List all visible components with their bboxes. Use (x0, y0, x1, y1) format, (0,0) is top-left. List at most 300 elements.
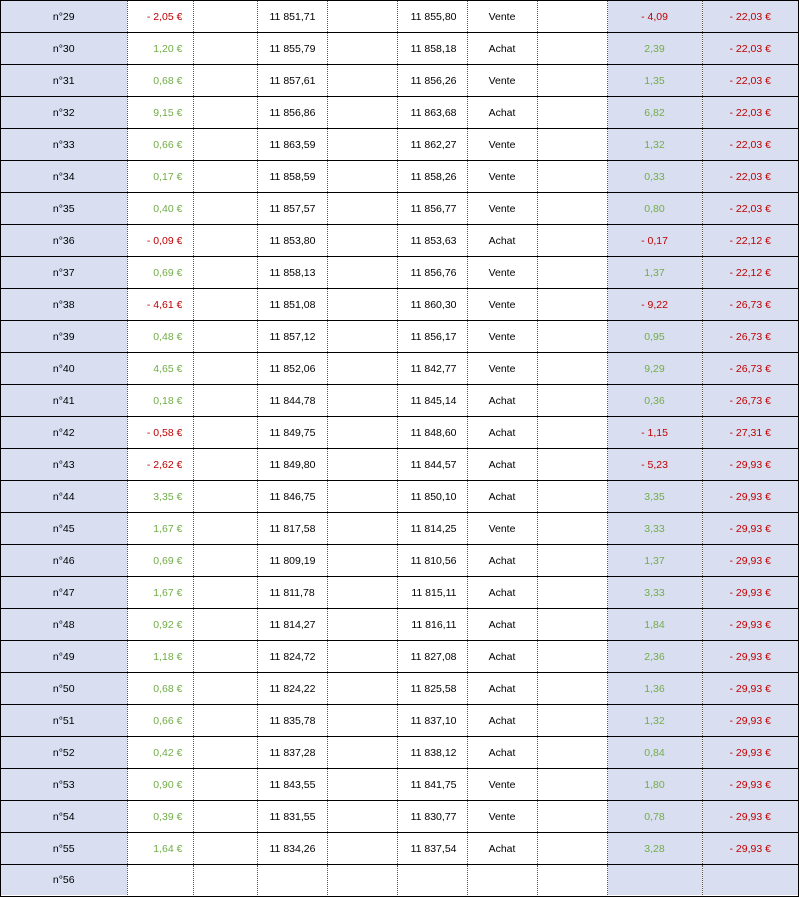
trade-number-cell[interactable]: n°29 (1, 1, 127, 33)
table-row (1, 833, 798, 865)
table-row (1, 673, 798, 705)
entry-price-cell[interactable]: 11 852,06 (257, 353, 327, 385)
cumulative-eur-cell[interactable]: - 22,03 € (702, 1, 798, 33)
exit-price-cell[interactable]: 11 837,10 (397, 705, 467, 737)
points-cell[interactable]: 1,32 (607, 129, 702, 161)
trade-type-cell[interactable]: Vente (467, 801, 537, 833)
entry-price-cell[interactable]: 11 834,26 (257, 833, 327, 865)
empty-cell[interactable] (537, 449, 607, 481)
gain-eur-cell[interactable]: 0,18 € (127, 385, 193, 417)
empty-cell[interactable] (537, 577, 607, 609)
gain-eur-cell[interactable]: 0,68 € (127, 673, 193, 705)
points-cell[interactable]: 1,32 (607, 705, 702, 737)
entry-price-cell[interactable]: 11 844,78 (257, 385, 327, 417)
points-cell[interactable]: 3,35 (607, 481, 702, 513)
empty-cell[interactable] (327, 705, 397, 737)
trade-number-cell[interactable]: n°52 (1, 737, 127, 769)
points-cell[interactable]: 0,84 (607, 737, 702, 769)
empty-cell[interactable] (537, 385, 607, 417)
points-cell[interactable]: 3,28 (607, 833, 702, 865)
empty-cell[interactable] (327, 673, 397, 705)
gain-eur-cell[interactable] (127, 865, 193, 896)
cumulative-eur-cell[interactable]: - 29,93 € (702, 513, 798, 545)
gain-eur-cell[interactable]: 1,67 € (127, 577, 193, 609)
gain-eur-cell[interactable]: 1,67 € (127, 513, 193, 545)
exit-price-cell[interactable]: 11 860,30 (397, 289, 467, 321)
empty-cell[interactable] (327, 193, 397, 225)
cumulative-eur-cell[interactable]: - 27,31 € (702, 417, 798, 449)
empty-cell[interactable] (327, 289, 397, 321)
cumulative-eur-cell[interactable]: - 29,93 € (702, 449, 798, 481)
empty-cell[interactable] (327, 33, 397, 65)
trade-number-cell[interactable]: n°41 (1, 385, 127, 417)
table-row (1, 321, 798, 353)
exit-price-cell[interactable]: 11 850,10 (397, 481, 467, 513)
empty-cell[interactable] (193, 65, 257, 97)
trade-type-cell[interactable]: Achat (467, 673, 537, 705)
exit-price-cell[interactable]: 11 841,75 (397, 769, 467, 801)
exit-price-cell[interactable]: 11 827,08 (397, 641, 467, 673)
trade-number-cell[interactable]: n°42 (1, 417, 127, 449)
empty-cell[interactable] (537, 865, 607, 896)
empty-cell[interactable] (193, 97, 257, 129)
empty-cell[interactable] (537, 33, 607, 65)
exit-price-cell[interactable]: 11 845,14 (397, 385, 467, 417)
empty-cell[interactable] (193, 769, 257, 801)
table-row (1, 577, 798, 609)
exit-price-cell[interactable]: 11 810,56 (397, 545, 467, 577)
trade-type-cell[interactable]: Vente (467, 65, 537, 97)
points-cell[interactable]: 0,80 (607, 193, 702, 225)
trade-type-cell[interactable]: Achat (467, 385, 537, 417)
trade-number-cell[interactable]: n°53 (1, 769, 127, 801)
empty-cell[interactable] (193, 801, 257, 833)
trade-number-cell[interactable]: n°51 (1, 705, 127, 737)
points-cell[interactable]: 1,36 (607, 673, 702, 705)
entry-price-cell[interactable]: 11 851,08 (257, 289, 327, 321)
empty-cell[interactable] (327, 481, 397, 513)
trade-number-cell[interactable]: n°47 (1, 577, 127, 609)
empty-cell[interactable] (327, 545, 397, 577)
trade-type-cell[interactable]: Vente (467, 257, 537, 289)
empty-cell[interactable] (327, 769, 397, 801)
entry-price-cell[interactable]: 11 849,80 (257, 449, 327, 481)
trade-type-cell[interactable]: Vente (467, 129, 537, 161)
entry-price-cell[interactable]: 11 849,75 (257, 417, 327, 449)
empty-cell[interactable] (537, 801, 607, 833)
points-cell[interactable]: 0,78 (607, 801, 702, 833)
cumulative-eur-cell[interactable]: - 22,03 € (702, 129, 798, 161)
empty-cell[interactable] (193, 737, 257, 769)
points-cell[interactable]: 1,80 (607, 769, 702, 801)
points-cell[interactable]: - 9,22 (607, 289, 702, 321)
empty-cell[interactable] (327, 65, 397, 97)
entry-price-cell[interactable]: 11 858,59 (257, 161, 327, 193)
empty-cell[interactable] (327, 801, 397, 833)
cumulative-eur-cell[interactable]: - 22,03 € (702, 161, 798, 193)
gain-eur-cell[interactable]: - 2,62 € (127, 449, 193, 481)
exit-price-cell[interactable]: 11 844,57 (397, 449, 467, 481)
trade-number-cell[interactable]: n°30 (1, 33, 127, 65)
trade-type-cell[interactable]: Vente (467, 321, 537, 353)
entry-price-cell[interactable]: 11 809,19 (257, 545, 327, 577)
empty-cell[interactable] (327, 513, 397, 545)
empty-cell[interactable] (193, 481, 257, 513)
gain-eur-cell[interactable]: 1,20 € (127, 33, 193, 65)
exit-price-cell[interactable]: 11 816,11 (397, 609, 467, 641)
trade-number-cell[interactable]: n°50 (1, 673, 127, 705)
trade-type-cell[interactable]: Achat (467, 737, 537, 769)
table-row (1, 193, 798, 225)
empty-cell[interactable] (327, 257, 397, 289)
trade-type-cell[interactable]: Achat (467, 705, 537, 737)
empty-cell[interactable] (327, 449, 397, 481)
trade-type-cell[interactable]: Achat (467, 97, 537, 129)
empty-cell[interactable] (537, 321, 607, 353)
entry-price-cell[interactable]: 11 851,71 (257, 1, 327, 33)
entry-price-cell[interactable]: 11 857,57 (257, 193, 327, 225)
exit-price-cell[interactable]: 11 856,17 (397, 321, 467, 353)
entry-price-cell[interactable]: 11 837,28 (257, 737, 327, 769)
empty-cell[interactable] (537, 289, 607, 321)
empty-cell[interactable] (327, 225, 397, 257)
table-row (1, 769, 798, 801)
empty-cell[interactable] (537, 513, 607, 545)
empty-cell[interactable] (537, 161, 607, 193)
table-row (1, 1, 798, 33)
points-cell[interactable]: - 0,17 (607, 225, 702, 257)
points-cell[interactable]: - 1,15 (607, 417, 702, 449)
empty-cell[interactable] (193, 385, 257, 417)
empty-cell[interactable] (537, 97, 607, 129)
cumulative-eur-cell[interactable]: - 26,73 € (702, 289, 798, 321)
gain-eur-cell[interactable]: 0,69 € (127, 545, 193, 577)
exit-price-cell[interactable]: 11 838,12 (397, 737, 467, 769)
gain-eur-cell[interactable]: - 2,05 € (127, 1, 193, 33)
gain-eur-cell[interactable]: 0,17 € (127, 161, 193, 193)
table-row (1, 353, 798, 385)
trade-type-cell[interactable]: Achat (467, 449, 537, 481)
trade-number-cell[interactable]: n°45 (1, 513, 127, 545)
exit-price-cell[interactable]: 11 837,54 (397, 833, 467, 865)
empty-cell[interactable] (327, 1, 397, 33)
empty-cell[interactable] (193, 545, 257, 577)
empty-cell[interactable] (193, 641, 257, 673)
trade-number-cell[interactable]: n°40 (1, 353, 127, 385)
gain-eur-cell[interactable]: 0,90 € (127, 769, 193, 801)
exit-price-cell[interactable]: 11 858,18 (397, 33, 467, 65)
empty-cell[interactable] (327, 161, 397, 193)
trade-number-cell[interactable]: n°49 (1, 641, 127, 673)
gain-eur-cell[interactable]: - 4,61 € (127, 289, 193, 321)
table-row (1, 225, 798, 257)
empty-cell[interactable] (193, 577, 257, 609)
points-cell[interactable]: 1,37 (607, 545, 702, 577)
gain-eur-cell[interactable]: 0,42 € (127, 737, 193, 769)
trade-number-cell[interactable]: n°31 (1, 65, 127, 97)
empty-cell[interactable] (193, 673, 257, 705)
exit-price-cell[interactable]: 11 830,77 (397, 801, 467, 833)
table-row (1, 33, 798, 65)
gain-eur-cell[interactable]: 0,40 € (127, 193, 193, 225)
empty-cell[interactable] (327, 577, 397, 609)
entry-price-cell[interactable]: 11 857,12 (257, 321, 327, 353)
empty-cell[interactable] (327, 321, 397, 353)
cumulative-eur-cell[interactable]: - 29,93 € (702, 641, 798, 673)
exit-price-cell[interactable]: 11 858,26 (397, 161, 467, 193)
trade-type-cell[interactable]: Achat (467, 833, 537, 865)
gain-eur-cell[interactable]: 0,69 € (127, 257, 193, 289)
trade-number-cell[interactable]: n°44 (1, 481, 127, 513)
gain-eur-cell[interactable]: 1,64 € (127, 833, 193, 865)
table-row (1, 161, 798, 193)
points-cell[interactable]: 2,39 (607, 33, 702, 65)
points-cell[interactable]: 9,29 (607, 353, 702, 385)
gain-eur-cell[interactable]: 9,15 € (127, 97, 193, 129)
cumulative-eur-cell[interactable]: - 22,03 € (702, 193, 798, 225)
points-cell[interactable] (607, 865, 702, 896)
table-row (1, 609, 798, 641)
table-row (1, 513, 798, 545)
trade-number-cell[interactable]: n°39 (1, 321, 127, 353)
empty-cell[interactable] (327, 641, 397, 673)
trade-number-cell[interactable]: n°34 (1, 161, 127, 193)
trade-number-cell[interactable]: n°46 (1, 545, 127, 577)
empty-cell[interactable] (193, 513, 257, 545)
cumulative-eur-cell[interactable]: - 29,93 € (702, 545, 798, 577)
trade-type-cell[interactable] (467, 865, 537, 896)
exit-price-cell[interactable]: 11 825,58 (397, 673, 467, 705)
empty-cell[interactable] (193, 33, 257, 65)
empty-cell[interactable] (327, 385, 397, 417)
points-cell[interactable]: 3,33 (607, 513, 702, 545)
points-cell[interactable]: - 4,09 (607, 1, 702, 33)
empty-cell[interactable] (193, 225, 257, 257)
trade-type-cell[interactable]: Achat (467, 33, 537, 65)
points-cell[interactable]: 2,36 (607, 641, 702, 673)
cumulative-eur-cell[interactable]: - 26,73 € (702, 385, 798, 417)
trade-type-cell[interactable]: Achat (467, 609, 537, 641)
cumulative-eur-cell[interactable]: - 29,93 € (702, 481, 798, 513)
empty-cell[interactable] (193, 353, 257, 385)
entry-price-cell[interactable]: 11 863,59 (257, 129, 327, 161)
trade-number-cell[interactable]: n°35 (1, 193, 127, 225)
cumulative-eur-cell[interactable]: - 29,93 € (702, 673, 798, 705)
points-cell[interactable]: 3,33 (607, 577, 702, 609)
empty-cell[interactable] (537, 353, 607, 385)
trade-number-cell[interactable]: n°38 (1, 289, 127, 321)
points-cell[interactable]: 1,35 (607, 65, 702, 97)
empty-cell[interactable] (537, 769, 607, 801)
table-row (1, 705, 798, 737)
trade-type-cell[interactable]: Achat (467, 481, 537, 513)
trade-number-cell[interactable]: n°33 (1, 129, 127, 161)
empty-cell[interactable] (193, 321, 257, 353)
empty-cell[interactable] (537, 673, 607, 705)
points-cell[interactable]: 0,95 (607, 321, 702, 353)
empty-cell[interactable] (193, 833, 257, 865)
trade-number-cell[interactable]: n°56 (1, 865, 127, 896)
entry-price-cell[interactable]: 11 824,22 (257, 673, 327, 705)
trade-number-cell[interactable]: n°37 (1, 257, 127, 289)
empty-cell[interactable] (537, 545, 607, 577)
empty-cell[interactable] (327, 833, 397, 865)
table-row (1, 385, 798, 417)
gain-eur-cell[interactable]: 0,68 € (127, 65, 193, 97)
trade-type-cell[interactable]: Vente (467, 1, 537, 33)
points-cell[interactable]: - 5,23 (607, 449, 702, 481)
empty-cell[interactable] (193, 289, 257, 321)
empty-cell[interactable] (537, 193, 607, 225)
empty-cell[interactable] (537, 737, 607, 769)
empty-cell[interactable] (537, 609, 607, 641)
empty-cell[interactable] (327, 353, 397, 385)
cumulative-eur-cell[interactable]: - 22,12 € (702, 225, 798, 257)
gain-eur-cell[interactable]: 3,35 € (127, 481, 193, 513)
empty-cell[interactable] (327, 609, 397, 641)
gain-eur-cell[interactable]: - 0,09 € (127, 225, 193, 257)
entry-price-cell[interactable]: 11 811,78 (257, 577, 327, 609)
empty-cell[interactable] (537, 833, 607, 865)
empty-cell[interactable] (537, 129, 607, 161)
empty-cell[interactable] (537, 705, 607, 737)
cumulative-eur-cell[interactable]: - 29,93 € (702, 577, 798, 609)
gain-eur-cell[interactable]: 0,39 € (127, 801, 193, 833)
trade-type-cell[interactable]: Vente (467, 193, 537, 225)
table-row (1, 865, 798, 896)
table-row (1, 545, 798, 577)
empty-cell[interactable] (537, 65, 607, 97)
entry-price-cell[interactable]: 11 817,58 (257, 513, 327, 545)
gain-eur-cell[interactable]: 1,18 € (127, 641, 193, 673)
entry-price-cell[interactable]: 11 853,80 (257, 225, 327, 257)
entry-price-cell[interactable]: 11 855,79 (257, 33, 327, 65)
empty-cell[interactable] (193, 1, 257, 33)
trade-number-cell[interactable]: n°54 (1, 801, 127, 833)
entry-price-cell[interactable]: 11 835,78 (257, 705, 327, 737)
trade-number-cell[interactable]: n°36 (1, 225, 127, 257)
empty-cell[interactable] (327, 417, 397, 449)
cumulative-eur-cell[interactable]: - 22,03 € (702, 33, 798, 65)
trade-number-cell[interactable]: n°32 (1, 97, 127, 129)
cumulative-eur-cell[interactable]: - 22,03 € (702, 97, 798, 129)
points-cell[interactable]: 1,84 (607, 609, 702, 641)
table-row (1, 97, 798, 129)
empty-cell[interactable] (193, 449, 257, 481)
trade-type-cell[interactable]: Achat (467, 577, 537, 609)
empty-cell[interactable] (193, 865, 257, 896)
cumulative-eur-cell[interactable]: - 29,93 € (702, 737, 798, 769)
cumulative-eur-cell[interactable]: - 29,93 € (702, 769, 798, 801)
exit-price-cell[interactable]: 11 842,77 (397, 353, 467, 385)
empty-cell[interactable] (193, 161, 257, 193)
cumulative-eur-cell[interactable]: - 26,73 € (702, 353, 798, 385)
cumulative-eur-cell[interactable]: - 22,03 € (702, 65, 798, 97)
gain-eur-cell[interactable]: 0,48 € (127, 321, 193, 353)
empty-cell[interactable] (537, 641, 607, 673)
cumulative-eur-cell[interactable]: - 22,12 € (702, 257, 798, 289)
entry-price-cell[interactable]: 11 824,72 (257, 641, 327, 673)
points-cell[interactable]: 6,82 (607, 97, 702, 129)
empty-cell[interactable] (193, 417, 257, 449)
entry-price-cell[interactable]: 11 843,55 (257, 769, 327, 801)
exit-price-cell[interactable]: 11 863,68 (397, 97, 467, 129)
entry-price-cell[interactable]: 11 814,27 (257, 609, 327, 641)
gain-eur-cell[interactable]: 4,65 € (127, 353, 193, 385)
cumulative-eur-cell[interactable]: - 26,73 € (702, 321, 798, 353)
points-cell[interactable]: 0,33 (607, 161, 702, 193)
empty-cell[interactable] (327, 129, 397, 161)
entry-price-cell[interactable]: 11 856,86 (257, 97, 327, 129)
gain-eur-cell[interactable]: 0,66 € (127, 705, 193, 737)
trade-number-cell[interactable]: n°43 (1, 449, 127, 481)
empty-cell[interactable] (193, 705, 257, 737)
cumulative-eur-cell[interactable]: - 29,93 € (702, 801, 798, 833)
table-row (1, 289, 798, 321)
trade-type-cell[interactable]: Vente (467, 769, 537, 801)
empty-cell[interactable] (193, 129, 257, 161)
trade-type-cell[interactable]: Achat (467, 545, 537, 577)
gain-eur-cell[interactable]: 0,66 € (127, 129, 193, 161)
exit-price-cell[interactable]: 11 814,25 (397, 513, 467, 545)
empty-cell[interactable] (537, 225, 607, 257)
gain-eur-cell[interactable]: 0,92 € (127, 609, 193, 641)
empty-cell[interactable] (193, 609, 257, 641)
table-row (1, 801, 798, 833)
trade-type-cell[interactable]: Vente (467, 353, 537, 385)
exit-price-cell[interactable]: 11 856,77 (397, 193, 467, 225)
cumulative-eur-cell[interactable]: - 29,93 € (702, 609, 798, 641)
empty-cell[interactable] (537, 417, 607, 449)
points-cell[interactable]: 1,37 (607, 257, 702, 289)
empty-cell[interactable] (537, 481, 607, 513)
trade-type-cell[interactable]: Vente (467, 289, 537, 321)
exit-price-cell[interactable]: 11 853,63 (397, 225, 467, 257)
exit-price-cell[interactable] (397, 865, 467, 896)
trade-type-cell[interactable]: Vente (467, 161, 537, 193)
empty-cell[interactable] (327, 737, 397, 769)
empty-cell[interactable] (193, 193, 257, 225)
exit-price-cell[interactable]: 11 856,76 (397, 257, 467, 289)
trade-number-cell[interactable]: n°48 (1, 609, 127, 641)
trade-type-cell[interactable]: Achat (467, 225, 537, 257)
exit-price-cell[interactable]: 11 855,80 (397, 1, 467, 33)
exit-price-cell[interactable]: 11 848,60 (397, 417, 467, 449)
empty-cell[interactable] (327, 865, 397, 896)
cumulative-eur-cell[interactable]: - 29,93 € (702, 705, 798, 737)
empty-cell[interactable] (537, 1, 607, 33)
empty-cell[interactable] (193, 257, 257, 289)
empty-cell[interactable] (327, 97, 397, 129)
gain-eur-cell[interactable]: - 0,58 € (127, 417, 193, 449)
entry-price-cell[interactable]: 11 846,75 (257, 481, 327, 513)
trade-type-cell[interactable]: Vente (467, 513, 537, 545)
entry-price-cell[interactable]: 11 831,55 (257, 801, 327, 833)
exit-price-cell[interactable]: 11 856,26 (397, 65, 467, 97)
points-cell[interactable]: 0,36 (607, 385, 702, 417)
exit-price-cell[interactable]: 11 862,27 (397, 129, 467, 161)
empty-cell[interactable] (537, 257, 607, 289)
exit-price-cell[interactable]: 11 815,11 (397, 577, 467, 609)
trade-type-cell[interactable]: Achat (467, 417, 537, 449)
trade-number-cell[interactable]: n°55 (1, 833, 127, 865)
cumulative-eur-cell[interactable]: - 29,93 € (702, 833, 798, 865)
entry-price-cell[interactable]: 11 858,13 (257, 257, 327, 289)
entry-price-cell[interactable] (257, 865, 327, 896)
trade-type-cell[interactable]: Achat (467, 641, 537, 673)
entry-price-cell[interactable]: 11 857,61 (257, 65, 327, 97)
cumulative-eur-cell[interactable] (702, 865, 798, 896)
